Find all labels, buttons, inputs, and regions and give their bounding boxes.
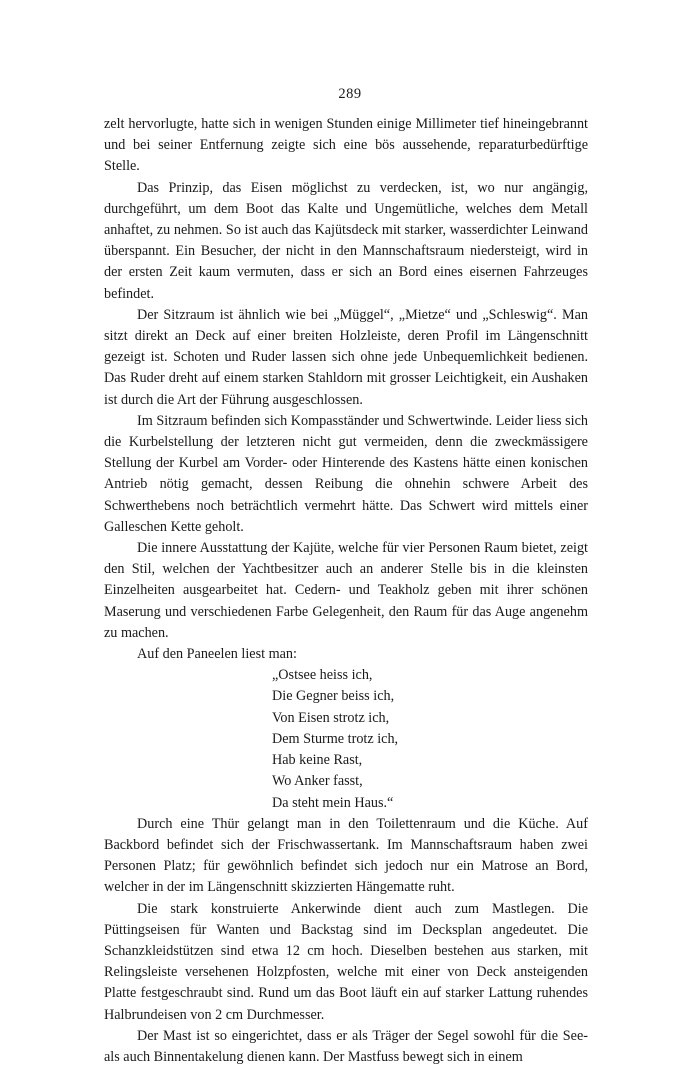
paragraph: Auf den Paneelen liest man: (137, 646, 297, 663)
paragraph: zelt hervorlugte, hatte sich in wenigen Stunden einige Millimeter tief hineingebrannt und bei seiner Entfernung zeigte sich eine bös aussehende, reparaturbedürftige Stelle. (104, 116, 588, 175)
poem-line: Hab keine Rast, (272, 752, 363, 769)
paragraph: Die innere Ausstattung der Kajüte, welche für vier Personen Raum bietet, zeigt den Stil, welchen der Yachtbesitzer auch an anderer Stelle bis in die kleinsten Einzelheiten ausgearbeitet hat. Cedern- und Teakholz geben mit ihrer schönen Maserung und verschiedenen Farbe Gelegenheit, den Raum für das Auge angenehm zu machen. (104, 540, 588, 641)
body-text (104, 114, 588, 1068)
poem-line: Von Eisen strotz ich, (272, 709, 390, 726)
paragraph: Der Sitzraum ist ähnlich wie bei „Müggel“, „Mietze“ und „Schleswig“. Man sitzt direkt an Deck auf einer breiten Holzleiste, deren Profil im Längenschnitt gezeigt ist. Schoten und Ruder lassen sich ohne jede Unbequemlichkeit bedienen. Das Ruder dreht auf einem starken Stahldorn mit grosser Leichtigkeit, ein Aushaken ist durch die Art der Führung ausgeschlossen. (104, 306, 588, 408)
poem (272, 665, 588, 813)
page-number: 289 (338, 86, 362, 102)
paragraph: Durch eine Thür gelangt man in den Toilettenraum und die Küche. Auf Backbord befindet sich der Frischwassertank. Im Mannschaftsraum haben zwei Personen Platz; für gewöhnlich befindet sich jedoch nur ein Matrose an Bord, welcher in der im Längenschnitt skizzierten Hängematte ruht. (104, 815, 588, 896)
paragraph: Das Prinzip, das Eisen möglichst zu verdecken, ist, wo nur angängig, durchgeführt, um dem Boot das Kalte und Ungemütliche, welches dem Metall anhaftet, zu nehmen. So ist auch das Kajütsdeck mit starker, wasserdichter Leinwand überspannt. Ein Besucher, der nicht in den Mannschaftsraum niedersteigt, wird in der ersten Zeit kaum vermuten, dass er sich an Bord eines eisernen Fahrzeuges befindet. (104, 179, 588, 302)
poem-line: Da steht mein Haus.“ (272, 794, 394, 811)
paragraph: Im Sitzraum befinden sich Kompasständer und Schwertwinde. Leider liess sich die Kurbelstellung der letzteren nicht gut vermeiden, denn die zweckmässigere Stellung der Kurbel am Vorder- oder Hinterende des Kastens hätte einen konischen Antrieb nötig gemacht, dessen Reibung die ohnehin schwere Arbeit des Schwerthebens noch beträchtlich vermehrt hätte. Das Schwert wird mittels einer Galleschen Kette geholt. (104, 412, 588, 535)
poem-line: Wo Anker fasst, (272, 773, 363, 790)
poem-line: Dem Sturme trotz ich, (272, 730, 399, 747)
paragraph: Die stark konstruierte Ankerwinde dient auch zum Mastlegen. Die Püttingseisen für Wanten und Backstag sind im Decksplan angedeutet. Die Schanzkleidstützen sind etwa 12 cm hoch. Dieselben bestehen aus starken, mit Relingsleiste versehenen Holzpfosten, welche mit einer von Deck ansteigenden Platte festgeschraubt sind. Rund um das Boot läuft ein auf starker Lattung ruhendes Halbrundeisen von 2 cm Durchmesser. (104, 900, 588, 1023)
poem-line: Die Gegner beiss ich, (272, 688, 395, 705)
paragraph: Der Mast ist so eingerichtet, dass er als Träger der Segel sowohl für die See- als auch Binnentakelung dienen kann. Der Mastfuss bewegt sich in einem (104, 1027, 588, 1065)
poem-line: „Ostsee heiss ich, (272, 667, 373, 684)
